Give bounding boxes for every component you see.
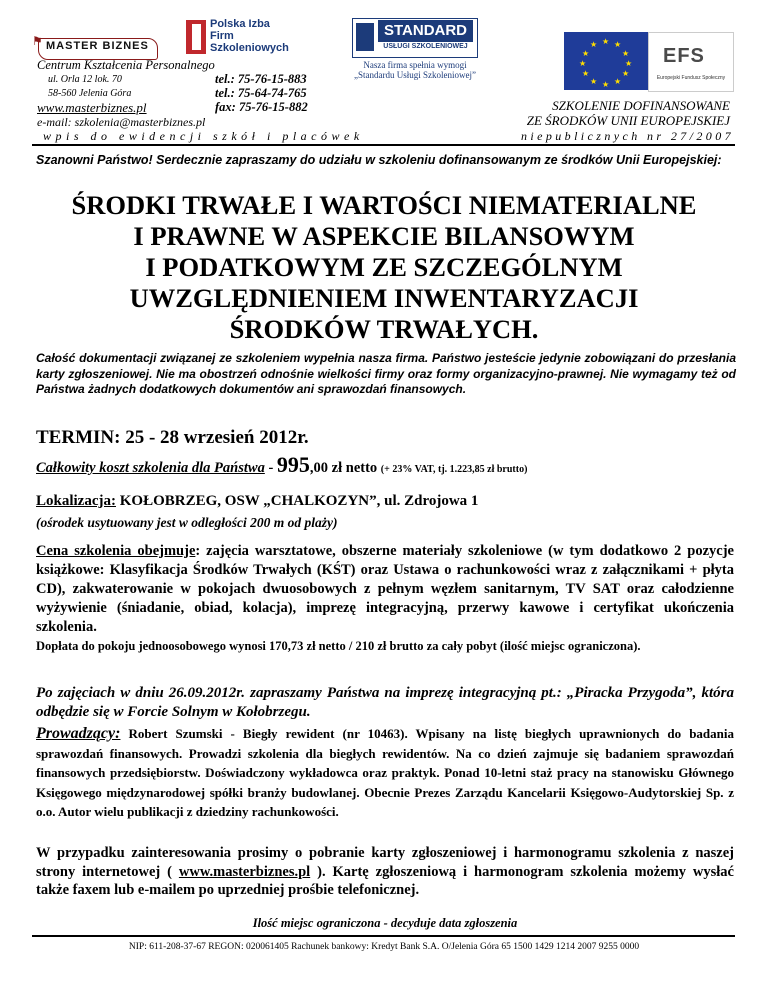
location-note: (ośrodek usytuowany jest w odległości 200 m od plaży) bbox=[36, 515, 338, 530]
cost-dash: - bbox=[264, 460, 277, 476]
phone-2: tel.: 75-64-74-765 bbox=[215, 86, 307, 100]
standard-note-line-1: Nasza firma spełnia wymogi bbox=[363, 60, 467, 70]
title-line: ŚRODKÓW TRWAŁYCH. bbox=[229, 314, 539, 344]
co-financed-line-2: ZE ŚRODKÓW UNII EUROPEJSKIEJ bbox=[526, 113, 730, 128]
address-line-1: ul. Orla 12 lok. 70 bbox=[48, 74, 122, 85]
footer-company-info: NIP: 611-208-37-67 REGON: 020061405 Rachunek bankowy: Kredyt Bank S.A. O/Jelenia Góra 65 1500 1429 1214 2007 9255 0000 bbox=[128, 942, 640, 952]
pifs-logo bbox=[186, 18, 289, 58]
title-line: I PRAWNE W ASPEKCIE BILANSOWYM bbox=[133, 221, 635, 251]
fax-number: fax: 75-76-15-882 bbox=[215, 100, 308, 114]
standard-emblem-icon bbox=[356, 23, 374, 51]
standard-note-line-2: „Standardu Usługi Szkoleniowej” bbox=[354, 70, 476, 80]
course-cost bbox=[36, 452, 756, 478]
title-line: UWZGLĘDNIENIEM INWENTARYZACJI bbox=[129, 283, 639, 313]
standard-subtitle: USŁUGI SZKOLENIOWEJ bbox=[383, 43, 468, 50]
pifs-line-2: Firm Szkoleniowych bbox=[210, 30, 289, 54]
price-text: : zajęcia warsztatowe, obszerne materiały szkoleniowe (w tym dodatkowo 2 pozycje książkowe: Klasyfikacja Środków Trwałych (KŚT) oraz Ustawa o rachunkowości wraz z załącznikami + płyta CD), zakwaterowanie w pokojach dwuosobowych z pełnym węzłem sanitarnym, TV SAT oraz całodzienne wyżywienie (śniadanie, obiad, kolacja), imprezę integracyjną, przerwy kawowe i certyfikat ukończenia szkolenia. bbox=[36, 543, 734, 635]
email-address[interactable]: e-mail: szkolenia@masterbiznes.pl bbox=[37, 115, 206, 129]
intro-text: Szanowni Państwo! Serdecznie zapraszamy do udziału w szkoleniu dofinansowanym ze środków Unii Europejskiej: bbox=[36, 153, 722, 167]
registration-link[interactable]: www.masterbiznes.pl bbox=[178, 863, 311, 880]
location-label: Lokalizacja: bbox=[36, 493, 116, 509]
cost-brutto: (+ 23% VAT, tj. 1.223,85 zł brutto) bbox=[380, 464, 528, 475]
title-line: ŚRODKI TRWAŁE I WARTOŚCI NIEMATERIALNE bbox=[71, 190, 697, 220]
course-date: TERMIN: 25 - 28 wrzesień 2012r. bbox=[36, 427, 309, 448]
location-value: KOŁOBRZEG, OSW „CHALKOZYN”, ul. Zdrojowa 1 bbox=[116, 493, 479, 509]
integration-event: Po zajęciach w dniu 26.09.2012r. zapraszamy Państwa na imprezę integracyjną pt.: „Piracka Przygoda”, która odbędzie się w Forcie Solnym w Kołobrzegu. bbox=[36, 685, 734, 720]
price-includes bbox=[36, 542, 734, 637]
registration-text-1: W przypadku zainteresowania prosimy o pobranie karty zgłoszeniowej i harmonogramu szkolenia z naszej strony internetowej ( bbox=[36, 845, 734, 880]
efs-letters: EFS bbox=[663, 45, 705, 67]
documentation-info: Całość dokumentacji związanej ze szkoleniem wypełnia nasza firma. Państwo jesteście jedynie zobowiązani do przesłania karty zgłoszeniowej. Nie ma obostrzeń odnośnie wielkości firmy oraz formy organizacyjno-prawnej. Nie wymagamy też od Państwa żadnych dodatkowych dokumentów ani sprawozdań finansowych. bbox=[36, 351, 736, 396]
trainer-label: Prowadzący: bbox=[36, 725, 121, 742]
pifs-mark-icon bbox=[186, 20, 206, 54]
location bbox=[36, 493, 478, 510]
cost-amount: 995 bbox=[276, 452, 310, 477]
standard-title: STANDARD bbox=[378, 20, 473, 42]
address-line-2: 58-560 Jelenia Góra bbox=[48, 88, 132, 99]
efs-subtitle: Europejski Fundusz Społeczny bbox=[656, 75, 726, 81]
single-room-surcharge: Dopłata do pokoju jednoosobowego wynosi 170,73 zł netto / 210 zł brutto za cały pobyt (ilość miejsc ograniczona). bbox=[36, 639, 641, 653]
course-title bbox=[30, 190, 738, 345]
registration-info bbox=[36, 844, 734, 900]
pifs-text bbox=[210, 18, 289, 54]
price-label: Cena szkolenia obejmuje bbox=[36, 543, 196, 559]
co-financed-line-1: SZKOLENIE DOFINANSOWANE bbox=[552, 98, 730, 113]
title-line: I PODATKOWYM ZE SZCZEGÓLNYM bbox=[145, 252, 623, 282]
cost-label: Całkowity koszt szkolenia dla Państwa bbox=[36, 460, 265, 476]
header-divider bbox=[32, 144, 735, 146]
footer-divider bbox=[32, 935, 735, 937]
limited-seats-note: Ilość miejsc ograniczona - decyduje data zgłoszenia bbox=[252, 916, 518, 930]
efs-logo bbox=[648, 32, 734, 92]
website-link[interactable]: www.masterbiznes.pl bbox=[37, 100, 147, 115]
registry-note: wpis do ewidencji szkół i placówek bbox=[43, 129, 364, 143]
standard-logo bbox=[352, 18, 478, 58]
eu-flag-icon: ★ ★ ★ ★ ★ ★ ★ ★ ★ ★ ★ ★ bbox=[564, 32, 648, 90]
pifs-line-1: Polska Izba bbox=[210, 18, 270, 30]
phone-1: tel.: 75-76-15-883 bbox=[215, 72, 307, 86]
center-name: Centrum Kształcenia Personalnego bbox=[37, 58, 215, 72]
flag-icon: ⚑ bbox=[32, 34, 43, 48]
standard-note bbox=[340, 60, 490, 80]
registration-text-2: ). Kartę zgłoszeniową i harmonogram szkolenia możemy wysłać także faxem lub e-mailem po uprzedniej prośbie telefonicznej. bbox=[36, 863, 734, 898]
master-biznes-text: MASTER BIZNES bbox=[46, 40, 149, 52]
registry-number: niepublicznych nr 27/2007 bbox=[521, 129, 734, 143]
cost-rest: ,00 zł netto bbox=[309, 460, 381, 476]
trainer-text: Robert Szumski - Biegły rewident (nr 10463). Wpisany na listę biegłych uprawnionych do badania sprawozdań finansowych. Prowadzi szkolenia dla biegłych rewidentów. Na co dzień zajmuje się badaniem sprawozdań finansowych przedsiębiorstw. Doświadczony wykładowca oraz praktyk. Ponad 10-letni staż pracy na stanowisku Głównego Księgowego międzynarodowej spółki branży budowlanej. Obecnie Prezes Zarządu Kancelarii Księgowo-Audytorskiej Sp. z o.o. Autor wielu publikacji z dziedziny rachunkowości. bbox=[36, 726, 734, 819]
trainer-info bbox=[36, 724, 734, 822]
